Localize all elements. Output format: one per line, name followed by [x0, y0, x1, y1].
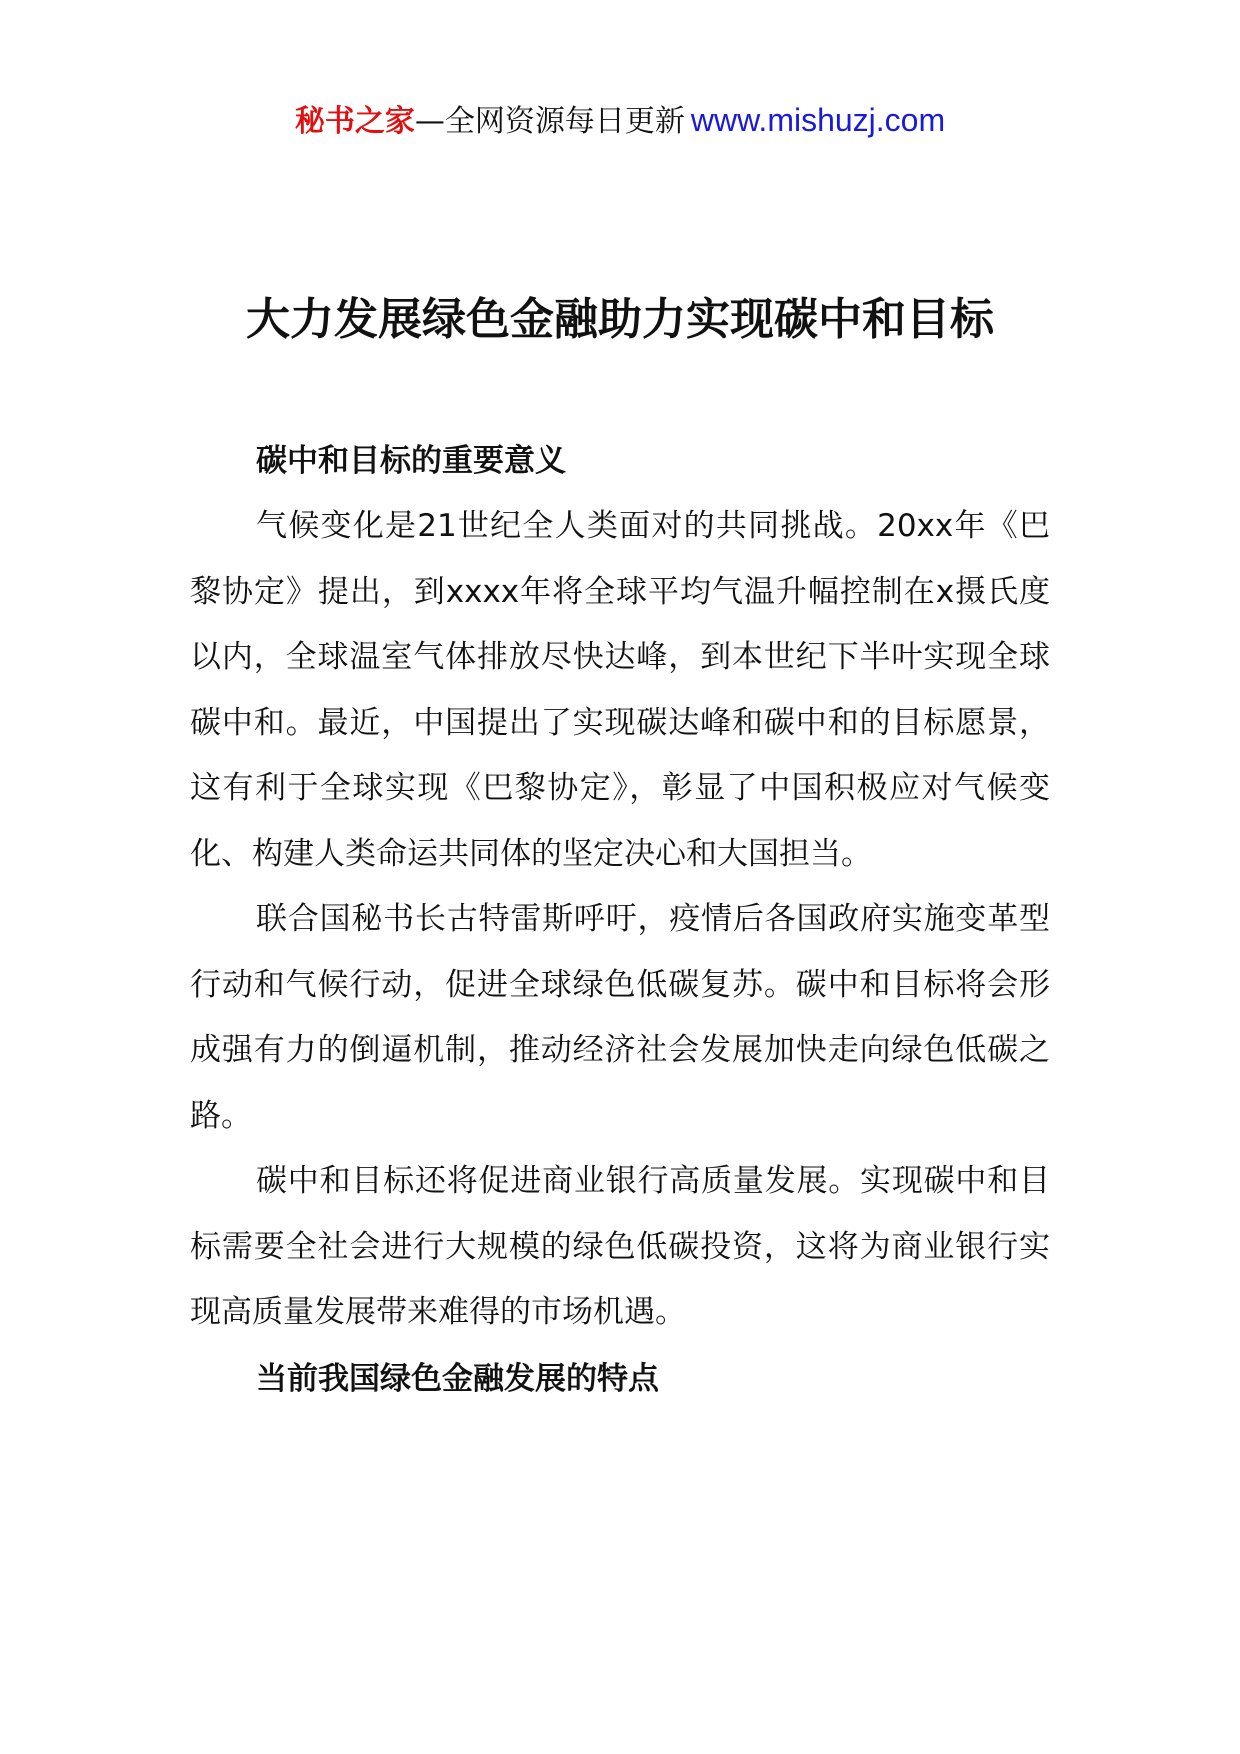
- paragraph-1: 气候变化是21世纪全人类面对的共同挑战。20xx年《巴黎协定》提出，到xxxx年将全球平均气温升幅控制在x摄氏度以内，全球温室气体排放尽快达峰，到本世纪下半叶实现全球碳中和。最近，中国提出了实现碳达峰和碳中和的目标愿景，这有利于全球实现《巴黎协定》，彰显了中国积极应对气候变化、构建人类命运共同体的坚定决心和大国担当。: [190, 508, 1050, 872]
- site-brand: 秘书之家: [294, 104, 415, 139]
- section-heading-features: 当前我国绿色金融发展的特点: [256, 1360, 659, 1397]
- paragraph-3: 碳中和目标还将促进商业银行高质量发展。实现碳中和目标需要全社会进行大规模的绿色低碳投资，这将为商业银行实现高质量发展带来难得的市场机遇。: [190, 1163, 1050, 1330]
- site-tagline: —全网资源每日更新: [414, 104, 685, 139]
- site-header: [0, 100, 1240, 142]
- document-body: [190, 428, 1050, 1412]
- section-heading-significance: 碳中和目标的重要意义: [256, 443, 566, 479]
- site-url-link[interactable]: www.mishuzj.com: [690, 102, 946, 138]
- document-title: 大力发展绿色金融助力实现碳中和目标: [246, 294, 994, 345]
- paragraph-2: 联合国秘书长古特雷斯呼吁，疫情后各国政府实施变革型行动和气候行动，促进全球绿色低碳复苏。碳中和目标将会形成强有力的倒逼机制，推动经济社会发展加快走向绿色低碳之路。: [190, 901, 1050, 1134]
